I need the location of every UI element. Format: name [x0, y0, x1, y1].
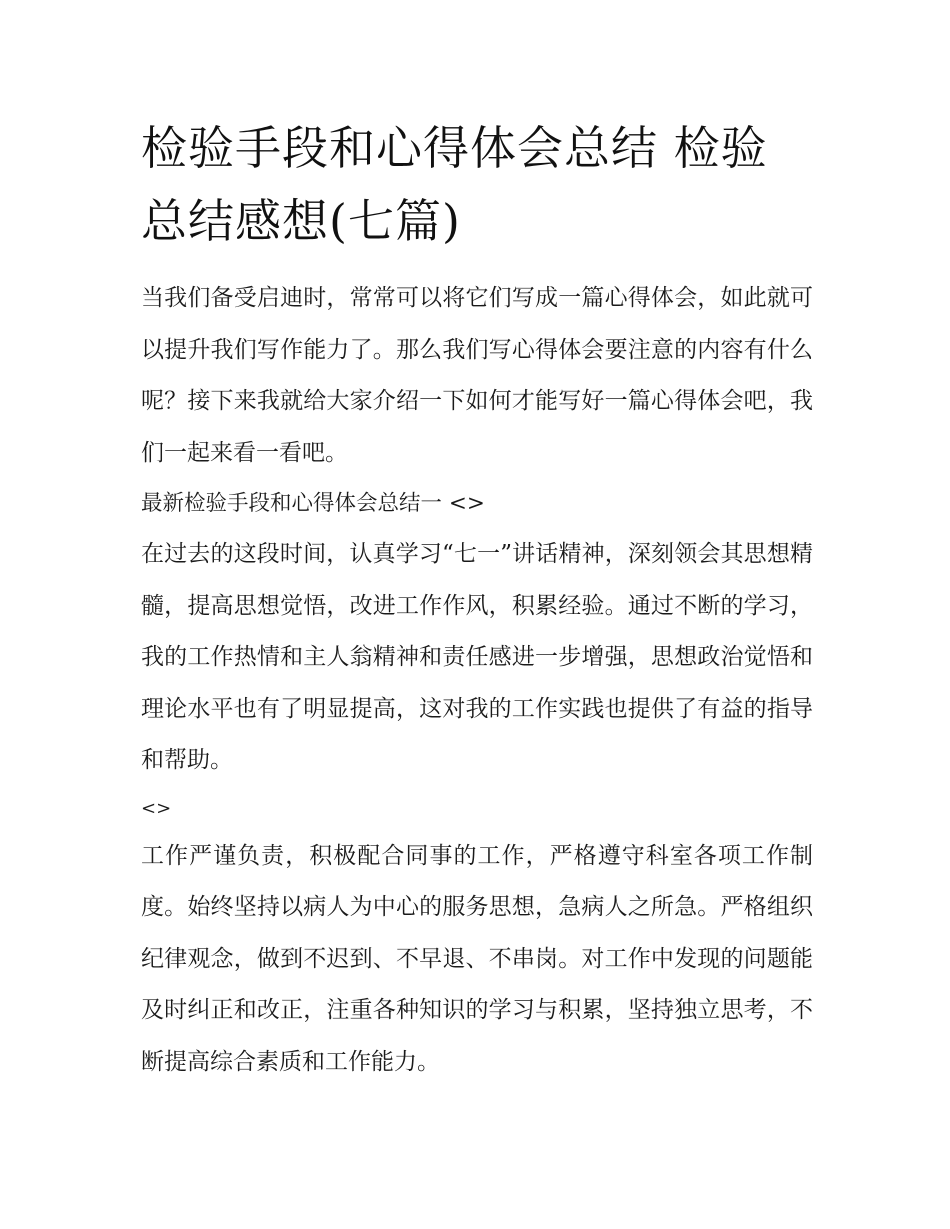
document-title: 检验手段和心得体会总结 检验总结感想(七篇) [141, 121, 768, 248]
body-paragraph-2: 工作严谨负责，积极配合同事的工作，严格遵守科室各项工作制度。始终坚持以病人为中心的服务思想，急病人之所急。严格组织纪律观念，做到不迟到、不早退、不串岗。对工作中发现的问题能及时纠正和改正，注重各种知识的学习与积累，坚持独立思考，不断提高综合素质和工作能力。 [141, 842, 813, 1075]
section-heading: 最新检验手段和心得体会总结一 <> [141, 491, 485, 516]
document-page [141, 112, 813, 1088]
placeholder-marker: <> [141, 797, 172, 819]
body-paragraph-1: 在过去的这段时间，认真学习“七一”讲话精神，深刻领会其思想精髓，提高思想觉悟，改进工作作风，积累经验。通过不断的学习，我的工作热情和主人翁精神和责任感进一步增强，思想政治觉悟和理论水平也有了明显提高，这对我的工作实践也提供了有益的指导和帮助。 [141, 541, 813, 773]
intro-paragraph: 当我们备受启迪时，常常可以将它们写成一篇心得体会，如此就可以提升我们写作能力了。那么我们写心得体会要注意的内容有什么呢？接下来我就给大家介绍一下如何才能写好一篇心得体会吧，我们一起来看一看吧。 [141, 285, 813, 466]
